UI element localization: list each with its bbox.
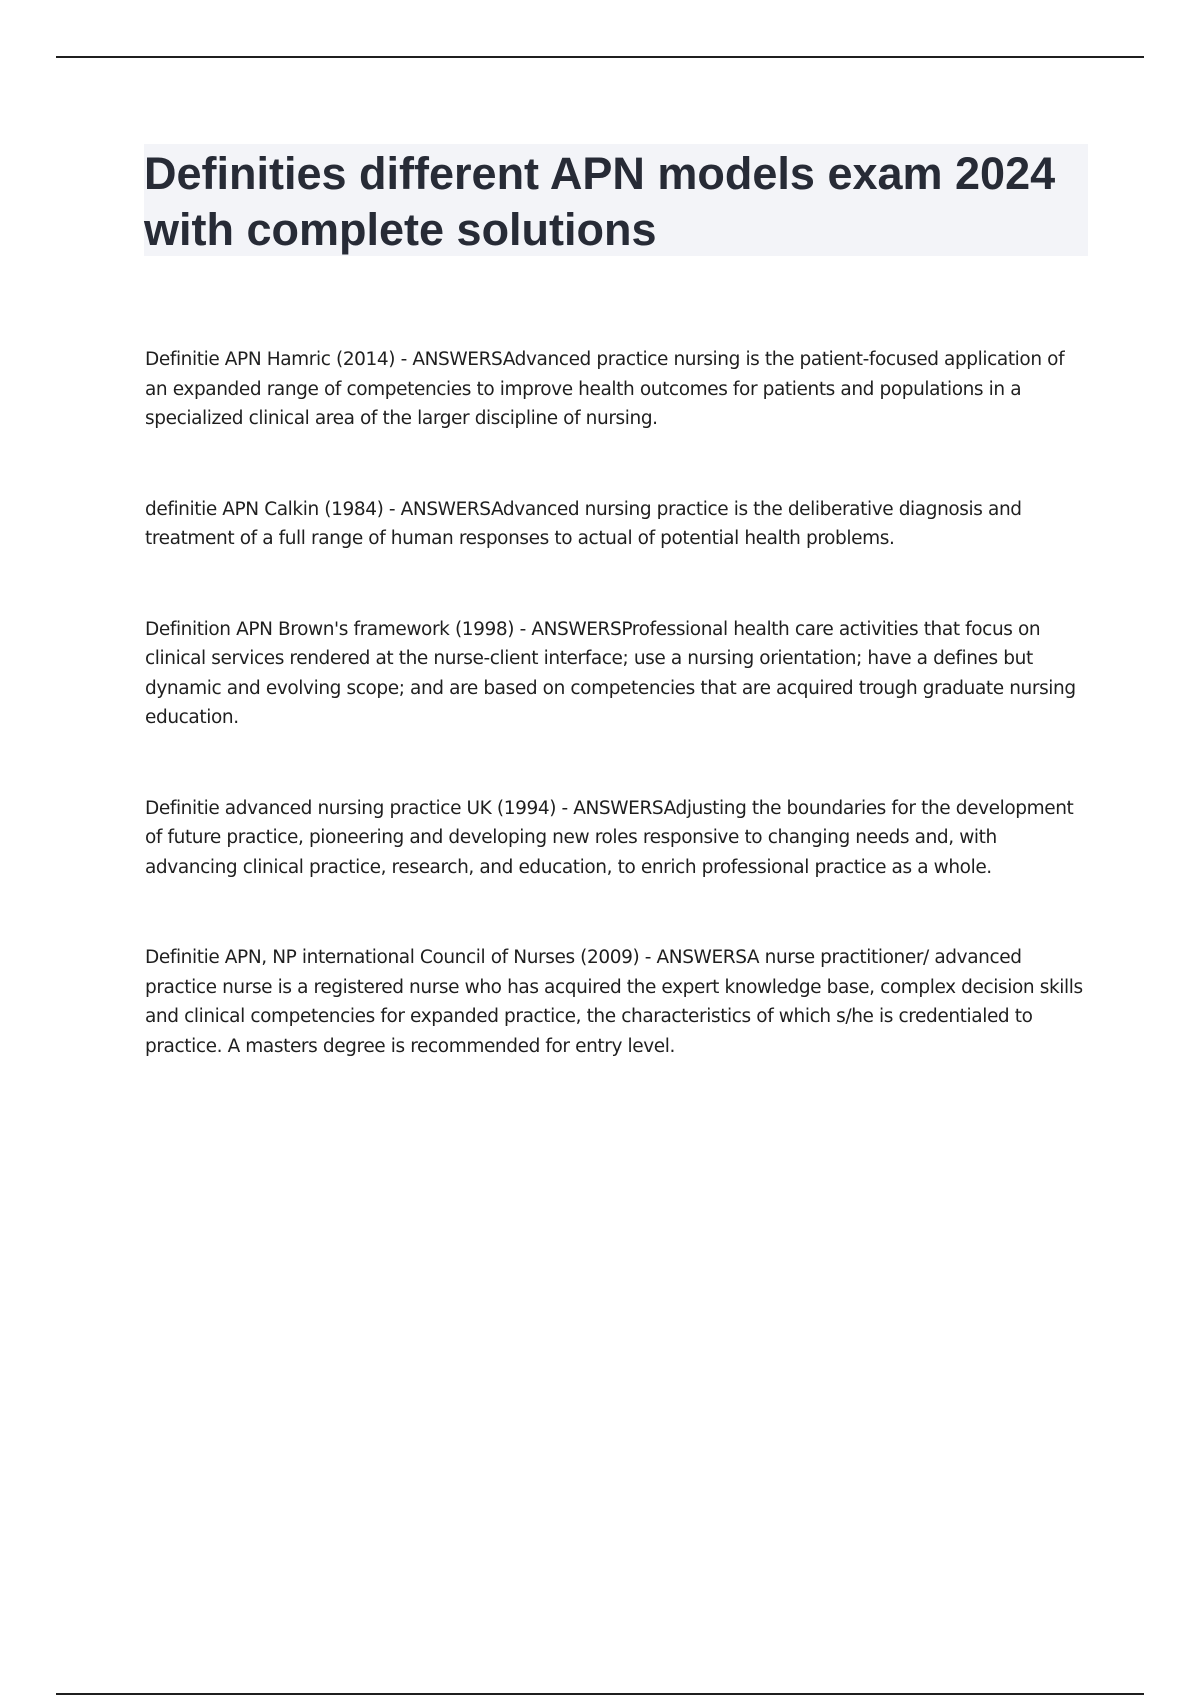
entry-calkin: definitie APN Calkin (1984) - ANSWERSAdvanced nursing practice is the deliberative diagnosis and treatment of a full range of human responses to actual of potential health problems. <box>145 498 1022 549</box>
entry-hamric: Definitie APN Hamric (2014) - ANSWERSAdvanced practice nursing is the patient-focused application of an expanded range of competencies to improve health outcomes for patients and populations in a specialized clinical area of the larger discipline of nursing. <box>145 349 1065 429</box>
entries-list <box>145 345 1090 1061</box>
top-divider <box>56 56 1144 58</box>
bottom-divider <box>56 1693 1144 1695</box>
entry-brown: Definition APN Brown's framework (1998) - ANSWERSProfessional health care activities that focus on clinical services rendered at the nurse-client interface; use a nursing orientation; have a defines but dynamic and evolving scope; and are based on competencies that are acquired trough graduate nursing education. <box>145 618 1076 728</box>
entry-uk: Definitie advanced nursing practice UK (1994) - ANSWERSAdjusting the boundaries for the development of future practice, pioneering and developing new roles responsive to changing needs and, with advancing clinical practice, research, and education, to enrich professional practice as a whole. <box>145 797 1074 878</box>
entry-icn: Definitie APN, NP international Council of Nurses (2009) - ANSWERSA nurse practitioner/ advanced practice nurse is a registered nurse who has acquired the expert knowledge base, complex decision skills and clinical competencies for expanded practice, the characteristics of which s/he is credentialed to practice. A masters degree is recommended for entry level. <box>145 947 1083 1057</box>
document-title: Definities different APN models exam 2024 with complete solutions <box>144 148 1056 255</box>
title-banner <box>144 144 1088 256</box>
